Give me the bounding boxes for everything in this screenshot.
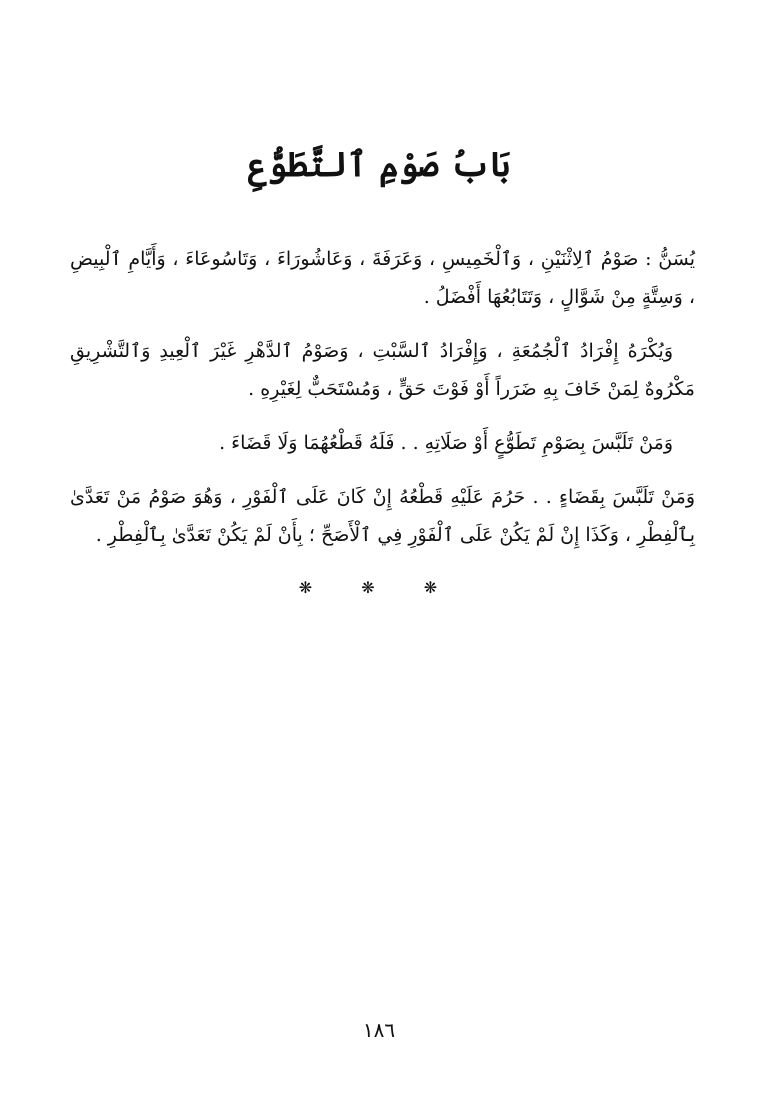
paragraph-disliked-fasts: وَيُكْرَهُ إِفْرَادُ ٱلْجُمُعَةِ ، وَإِفْرَادُ ٱلسَّبْتِ ، وَصَوْمُ ٱلدَّهْرِ غَيْرَ ٱلْعِيدِ وَٱلتَّشْرِيقِ مَكْرُوهٌ لِمَنْ خَافَ بِهِ ضَرَراً أَوْ فَوْتَ حَقٍّ ، وَمُسْتَحَبٌّ لِغَيْرِهِ .	[70, 340, 695, 400]
paragraph-breaking-voluntary: وَمَنْ تَلَبَّسَ بِصَوْمِ تَطَوُّعٍ أَوْ صَلَاتِهِ . . فَلَهُ قَطْعُهُمَا وَلَا قَضَاءَ .	[219, 432, 673, 454]
body-text	[70, 240, 695, 570]
page-number: ١٨٦	[362, 1018, 396, 1042]
chapter-heading: بَابُ صَوْمِ ٱلتَّطَوُّعِ	[247, 145, 511, 185]
paragraph-recommended-fasts: يُسَنُّ : صَوْمُ ٱلِاثْنَيْنِ ، وَٱلْخَمِيسِ ، وَعَرَفَةَ ، وَعَاشُورَاءَ ، وَتَاسُوعَاءَ ، وَأَيَّامِ ٱلْبِيضِ ، وَسِتَّةٍ مِنْ شَوَّالٍ ، وَتَتَابُعُهَا أَفْضَلُ .	[70, 248, 695, 308]
section-separator: ❋ ❋ ❋	[298, 578, 460, 597]
paragraph-breaking-makeup: وَمَنْ تَلَبَّسَ بِقَضَاءٍ . . حَرُمَ عَلَيْهِ قَطْعُهُ إِنْ كَانَ عَلَى ٱلْفَوْرِ ، وَهُوَ صَوْمُ مَنْ تَعَدَّىٰ بِٱلْفِطْرِ ، وَكَذَا إِنْ لَمْ يَكُنْ عَلَى ٱلْفَوْرِ فِي ٱلْأَصَحِّ ؛ بِأَنْ لَمْ يَكُنْ تَعَدَّىٰ بِٱلْفِطْرِ .	[70, 486, 695, 546]
